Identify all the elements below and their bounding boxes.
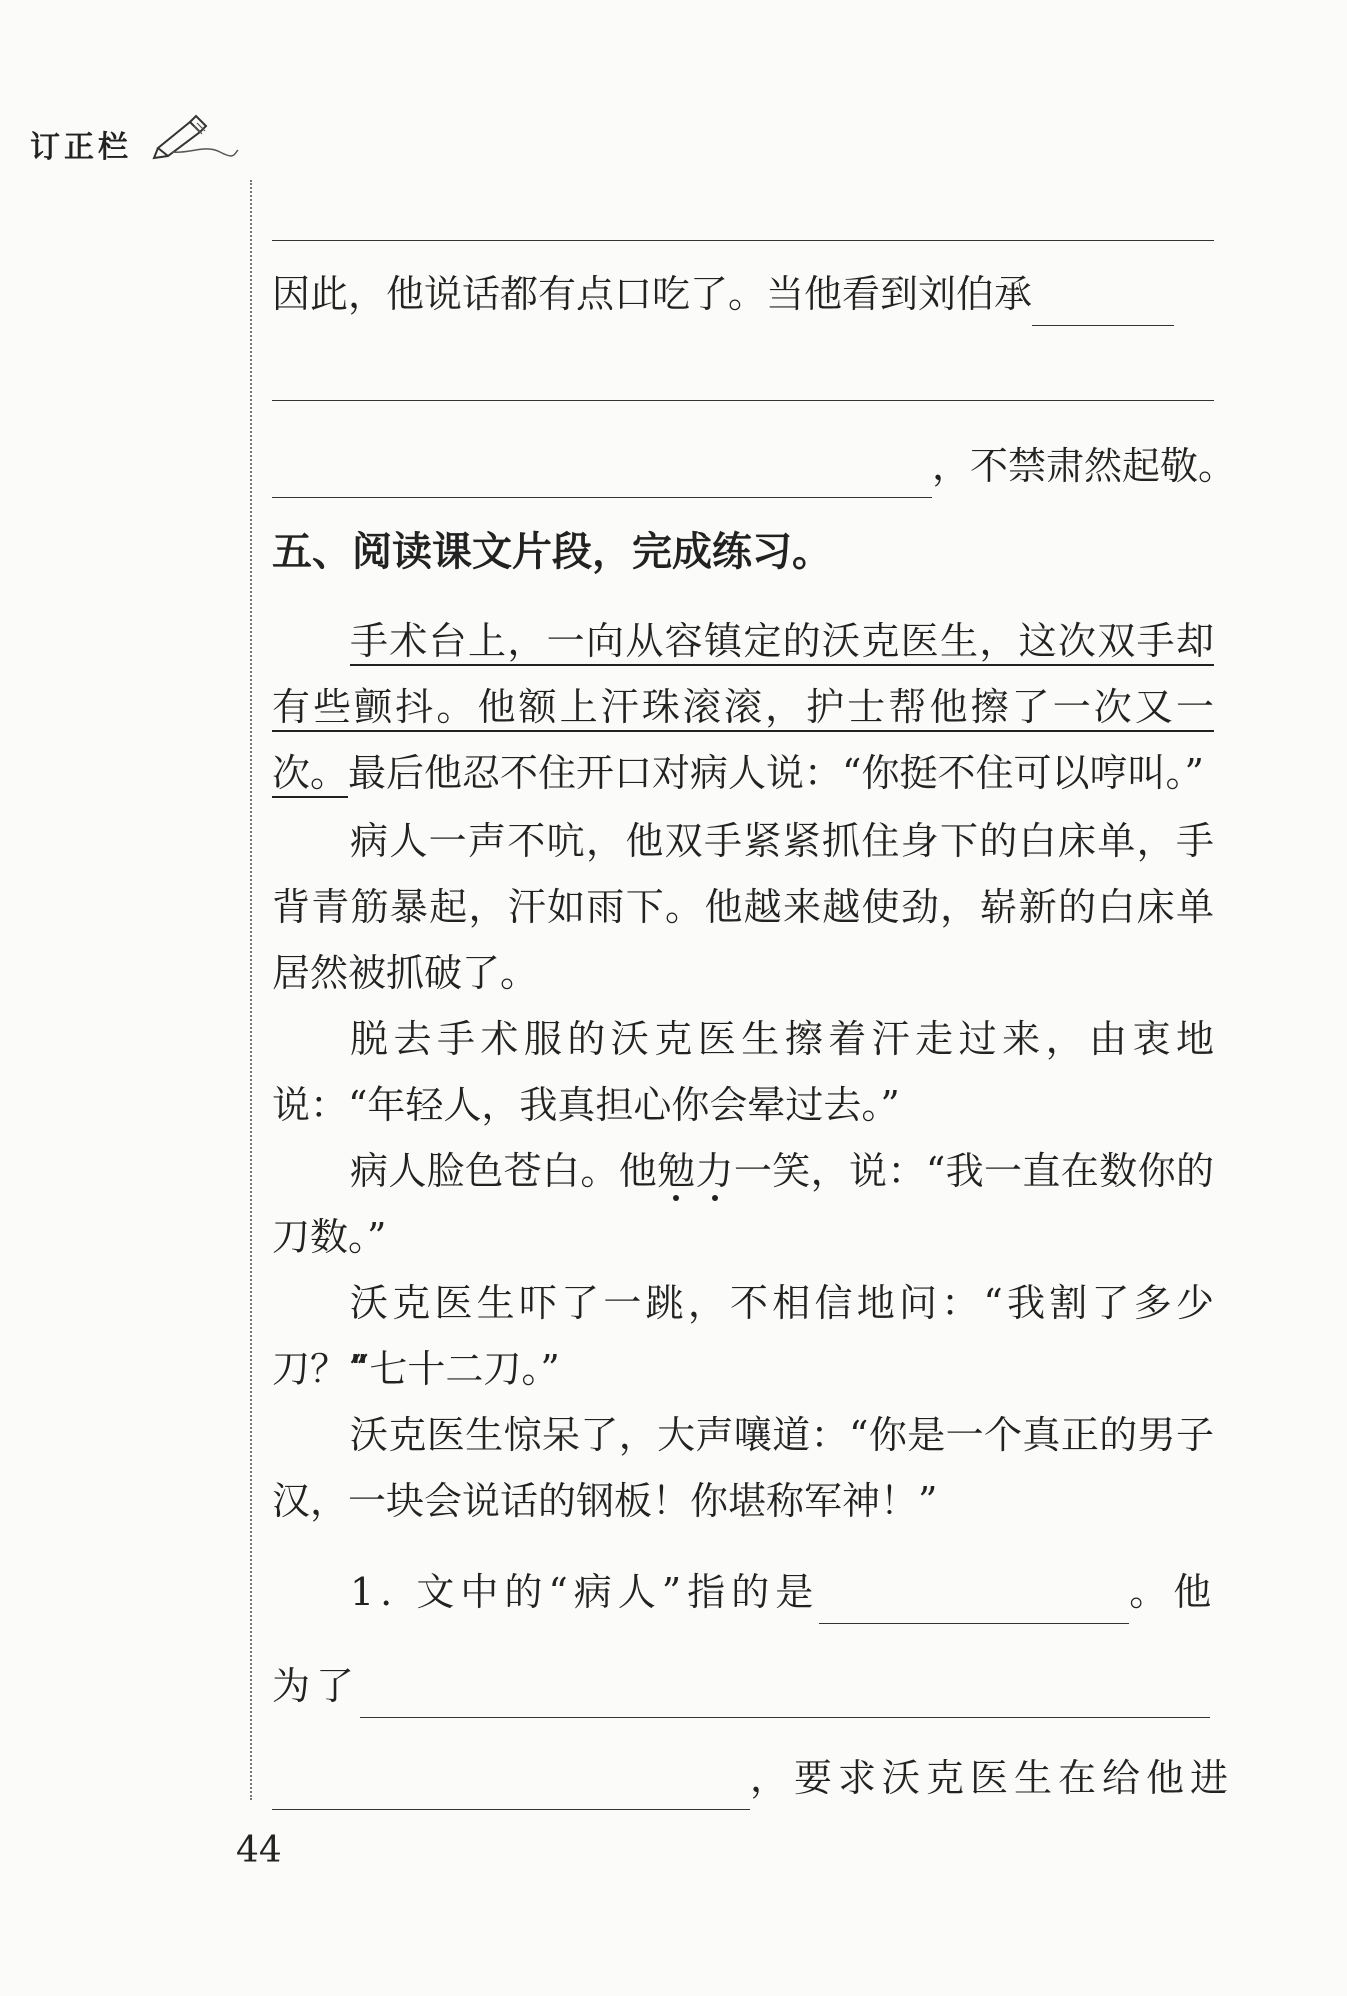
emphasis-char-2: 力 [695, 1149, 734, 1193]
section-heading: 五、阅读课文片段，完成练习。 [272, 529, 832, 575]
passage-paragraph-6: “七十二刀。” [350, 1347, 560, 1391]
pencil-icon [150, 108, 240, 160]
question-1-prompt-cont: 。他 [1129, 1570, 1218, 1614]
passage-paragraph-3: 脱去手术服的沃克医生擦着汗走过来，由衷地说：“年轻人，我真担心你会晕过去。” [272, 1017, 1214, 1127]
answer-blank-2[interactable] [1032, 281, 1174, 326]
question-1-blank-1[interactable] [819, 1579, 1129, 1624]
answer-row-2 [272, 262, 1214, 326]
emphasis-char-1: 勉 [657, 1149, 696, 1193]
passage-paragraph-7: 沃克医生惊呆了，大声嚷道：“你是一个真正的男子汉，一块会说话的钢板！你堪称军神！” [272, 1413, 1214, 1523]
question-1-blank-2[interactable] [360, 1673, 1210, 1718]
passage-p4-before: 病人脸色苍白。他 [350, 1149, 658, 1193]
answer-row-2-text: 因此，他说话都有点口吃了。当他看到刘伯承 [272, 272, 1033, 316]
question-1-row-3 [272, 1746, 1235, 1810]
passage-paragraph-1 [272, 608, 1214, 806]
answer-row-4-text: ，不禁肃然起敬。 [932, 444, 1237, 488]
passage-p1-rest: 最后他忍不住开口对病人说：“你挺不住可以哼叫。” [348, 751, 1204, 795]
question-1-row-2 [272, 1654, 1214, 1718]
passage-paragraph-5: 沃克医生吓了一跳，不相信地问：“我割了多少刀？” [272, 1281, 1214, 1391]
passage-paragraph-2: 病人一声不吭，他双手紧紧抓住身下的白床单，手背青筋暴起，汗如雨下。他越来越使劲，崭新的白床单居然被抓破了。 [272, 819, 1214, 995]
passage-underlined-sentence: 手术台上，一向从容镇定的沃克医生，这次双手却有些颤抖。他额上汗珠滚滚，护士帮他擦了一次又一次。 [272, 619, 1214, 795]
answer-blank-4[interactable] [272, 453, 932, 498]
question-1-line3-text: ，要求沃克医生在给他进 [750, 1756, 1235, 1800]
answer-row-4 [272, 434, 1237, 498]
question-1-prompt: 1. 文中的“病人”指的是 [350, 1570, 820, 1614]
margin-dotted-line [250, 180, 252, 1800]
answer-line-3[interactable] [272, 400, 1214, 401]
answer-line-1[interactable] [272, 240, 1214, 241]
question-1-row-1 [272, 1560, 1218, 1624]
correction-column-label: 订正栏 [30, 130, 132, 165]
passage-paragraph-4 [272, 1138, 1214, 1270]
question-1-blank-3[interactable] [272, 1765, 750, 1810]
page-number: 44 [236, 1830, 282, 1871]
passage-p4-after: 一笑，说：“我一直在数你的刀数。” [272, 1149, 1214, 1259]
question-1-line2-text: 为了 [272, 1664, 361, 1708]
